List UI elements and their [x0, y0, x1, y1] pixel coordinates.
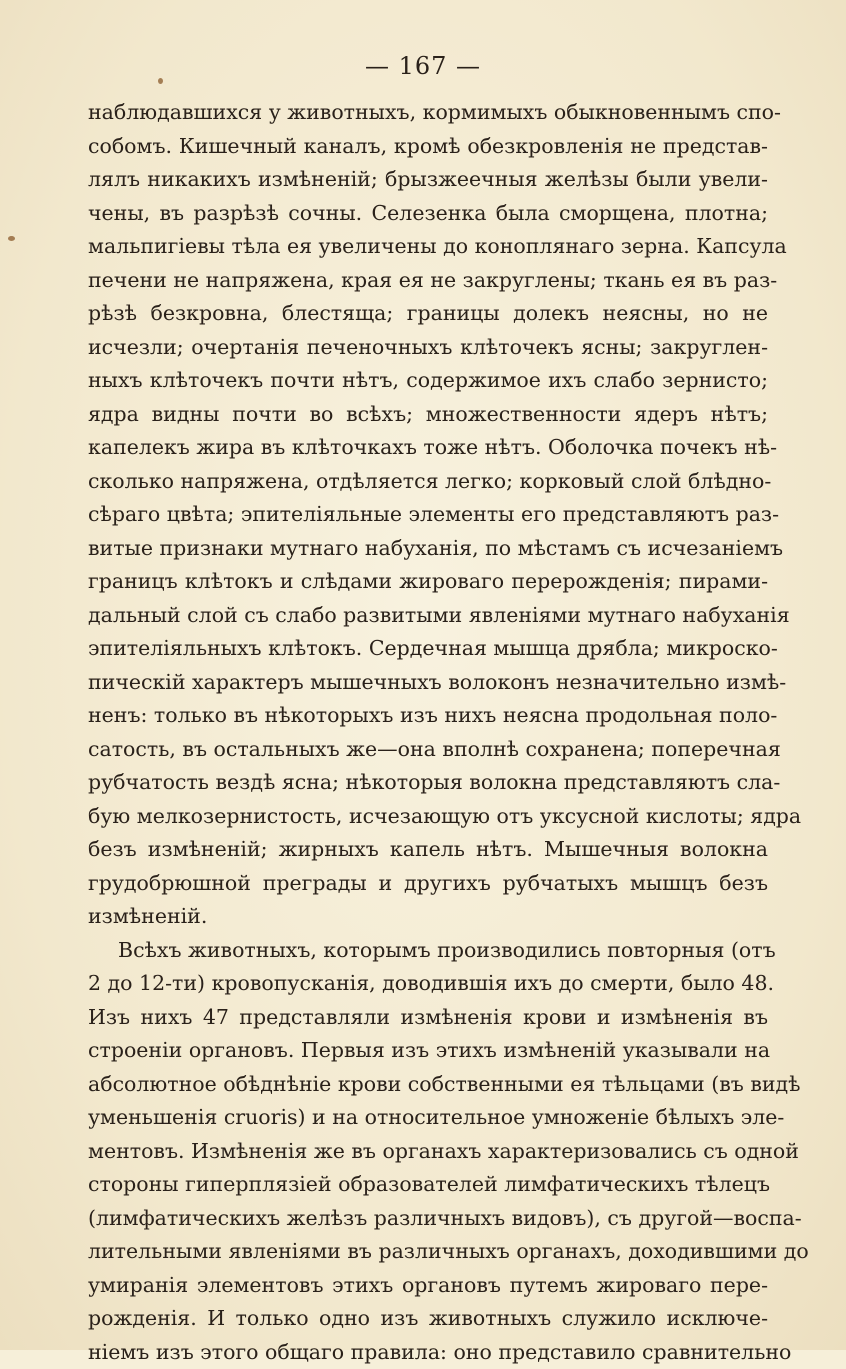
page-number: — 167 —	[0, 52, 846, 80]
text-line: лительными явленіями въ различныхъ органахъ, доходившими до	[88, 1235, 768, 1269]
paragraph-2	[88, 934, 768, 1369]
text-line: рожденія. И только одно изъ животныхъ служило исключе-	[88, 1302, 768, 1336]
text-line: границъ клѣтокъ и слѣдами жироваго перерожденія; пирами-	[88, 565, 768, 599]
text-line: рѣзѣ безкровна, блестяща; границы долекъ неясны, но не	[88, 297, 768, 331]
text-line: сатость, въ остальныхъ же—она вполнѣ сохранена; поперечная	[88, 733, 768, 767]
text-line: грудобрюшной преграды и другихъ рубчатыхъ мышцъ безъ	[88, 867, 768, 901]
text-line: исчезли; очертанія печеночныхъ клѣточекъ ясны; закруглен-	[88, 331, 768, 365]
text-line: уменьшенія cruoris) и на относительное умноженіе бѣлыхъ эле-	[88, 1101, 768, 1135]
text-line: умиранія элементовъ этихъ органовъ путемъ жироваго пере-	[88, 1269, 768, 1303]
text-line: дальный слой съ слабо развитыми явленіями мутнаго набуханія	[88, 599, 768, 633]
text-line: ніемъ изъ этого общаго правила: оно представило сравнительно	[88, 1336, 768, 1369]
text-line: мальпигіевы тѣла ея увеличены до коноплянаго зерна. Капсула	[88, 230, 768, 264]
text-line: лялъ никакихъ измѣненій; брызжеечныя желѣзы были увели-	[88, 163, 768, 197]
text-line: пическій характеръ мышечныхъ волоконъ незначительно измѣ-	[88, 666, 768, 700]
paragraph-1	[88, 96, 768, 934]
text-line: собомъ. Кишечный каналъ, кромѣ обезкровленія не представ-	[88, 130, 768, 164]
ink-speck	[8, 236, 15, 241]
text-line: витые признаки мутнаго набуханія, по мѣстамъ съ исчезаніемъ	[88, 532, 768, 566]
text-line: абсолютное обѣднѣніе крови собственными ея тѣльцами (въ видѣ	[88, 1068, 768, 1102]
text-line: печени не напряжена, края ея не закруглены; ткань ея въ раз-	[88, 264, 768, 298]
text-line: рубчатость вездѣ ясна; нѣкоторыя волокна представляютъ сла-	[88, 766, 768, 800]
text-line: Всѣхъ животныхъ, которымъ производились повторныя (отъ	[88, 934, 768, 968]
text-line: бую мелкозернистость, исчезающую отъ уксусной кислоты; ядра	[88, 800, 768, 834]
text-line: безъ измѣненій; жирныхъ капель нѣтъ. Мышечныя волокна	[88, 833, 768, 867]
text-line: капелекъ жира въ клѣточкахъ тоже нѣтъ. Оболочка почекъ нѣ-	[88, 431, 768, 465]
text-line: строеніи органовъ. Первыя изъ этихъ измѣненій указывали на	[88, 1034, 768, 1068]
text-line: Изъ нихъ 47 представляли измѣненія крови и измѣненія въ	[88, 1001, 768, 1035]
text-line: эпителіяльныхъ клѣтокъ. Сердечная мышца дрябла; микроско-	[88, 632, 768, 666]
text-line: ментовъ. Измѣненія же въ органахъ характеризовались съ одной	[88, 1135, 768, 1169]
text-line: ненъ: только въ нѣкоторыхъ изъ нихъ неясна продольная поло-	[88, 699, 768, 733]
body-text	[88, 96, 768, 1369]
text-line: 2 до 12-ти) кровопусканія, доводившія ихъ до смерти, было 48.	[88, 967, 768, 1001]
text-line: сѣраго цвѣта; эпителіяльные элементы его представляютъ раз-	[88, 498, 768, 532]
text-line: ныхъ клѣточекъ почти нѣтъ, содержимое ихъ слабо зернисто;	[88, 364, 768, 398]
text-line: чены, въ разрѣзѣ сочны. Селезенка была сморщена, плотна;	[88, 197, 768, 231]
text-line: ядра видны почти во всѣхъ; множественности ядеръ нѣтъ;	[88, 398, 768, 432]
text-line: (лимфатическихъ желѣзъ различныхъ видовъ), съ другой—воспа-	[88, 1202, 768, 1236]
text-line: измѣненій.	[88, 900, 768, 934]
text-line: наблюдавшихся у животныхъ, кормимыхъ обыкновеннымъ спо-	[88, 96, 768, 130]
text-line: сколько напряжена, отдѣляется легко; корковый слой блѣдно-	[88, 465, 768, 499]
text-line: стороны гиперплязіей образователей лимфатическихъ тѣлецъ	[88, 1168, 768, 1202]
